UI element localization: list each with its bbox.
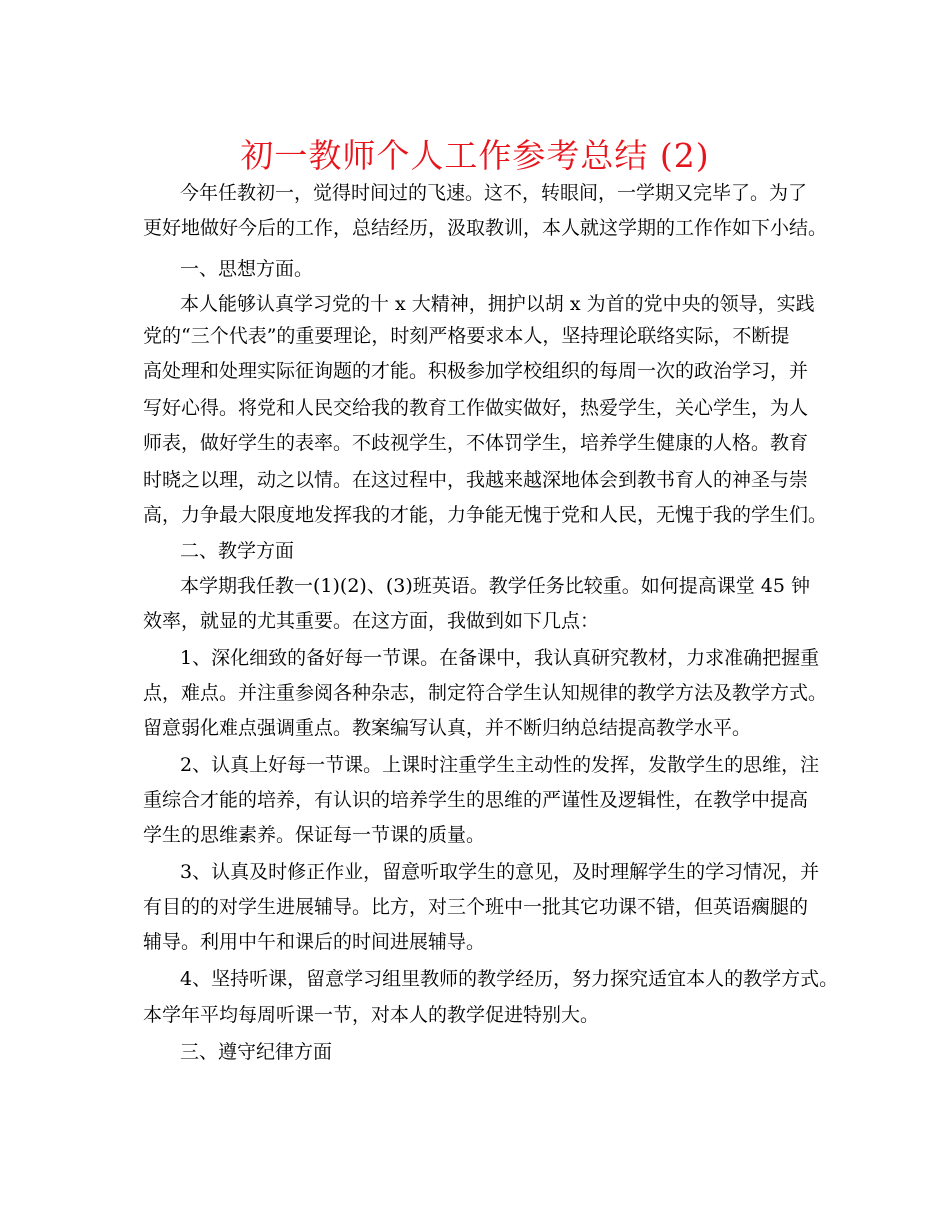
paragraph-line: 时晓之以理，动之以情。在这过程中，我越来越深地体会到教书育人的神圣与崇 [143,469,809,491]
paragraph-line: 本学年平均每周听课一节，对本人的教学促进特别大。 [143,1004,600,1026]
paragraph-line: 今年任教初一，觉得时间过的飞速。这不，转眼间，一学期又完毕了。为了 [180,182,808,204]
paragraph-line: 高处理和处理实际征询题的才能。积极参加学校组织的每周一次的政治学习，并 [143,360,809,382]
paragraph-line: 3、认真及时修正作业，留意听取学生的意见，及时理解学生的学习情况，并 [180,861,820,883]
paragraph-line: 点，难点。并注重参阅各种杂志，制定符合学生认知规律的教学方法及教学方式。 [143,682,828,704]
paragraph-line: 更好地做好今后的工作，总结经历，汲取教训，本人就这学期的工作作如下小结。 [143,217,828,239]
paragraph-line: 有目的的对学生进展辅导。比方，对三个班中一批其它功课不错，但英语瘸腿的 [143,896,809,918]
section-heading: 三、遵守纪律方面 [180,1041,333,1063]
paragraph-line: 本学期我任教一(1)(2)、(3)班英语。教学任务比较重。如何提高课堂 45 钟 [180,575,810,597]
paragraph-line: 党的“三个代表”的重要理论，时刻严格要求本人，坚持理论联络实际，不断提 [143,325,790,347]
section-heading: 二、教学方面 [180,540,295,562]
paragraph-line: 2、认真上好每一节课。上课时注重学生主动性的发挥，发散学生的思维，注 [180,754,820,776]
paragraph-line: 留意弱化难点强调重点。教案编写认真，并不断归纳总结提高教学水平。 [143,717,752,739]
paragraph-line: 学生的思维素养。保证每一节课的质量。 [143,824,486,846]
paragraph-line: 写好心得。将党和人民交给我的教育工作做实做好，热爱学生，关心学生，为人 [143,397,809,419]
paragraph-line: 本人能够认真学习党的十 x 大精神，拥护以胡 x 为首的党中央的领导，实践 [180,293,815,315]
paragraph-line: 重综合才能的培养，有认识的培养学生的思维的严谨性及逻辑性，在教学中提高 [143,789,809,811]
paragraph-line: 辅导。利用中午和课后的时间进展辅导。 [143,931,486,953]
paragraph-line: 4、坚持听课，留意学习组里教师的教学经历，努力探究适宜本人的教学方式。 [180,968,839,990]
section-heading: 一、思想方面。 [180,258,314,280]
paragraph-line: 1、深化细致的备好每一节课。在备课中，我认真研究教材，力求准确把握重 [180,647,820,669]
paragraph-line: 高，力争最大限度地发挥我的才能，力争能无愧于党和人民，无愧于我的学生们。 [143,504,828,526]
paragraph-line: 效率，就显的尤其重要。在这方面，我做到如下几点： [143,610,600,632]
document-title: 初一教师个人工作参考总结 (2) [240,136,710,175]
paragraph-line: 师表，做好学生的表率。不歧视学生，不体罚学生，培养学生健康的人格。教育 [143,432,809,454]
